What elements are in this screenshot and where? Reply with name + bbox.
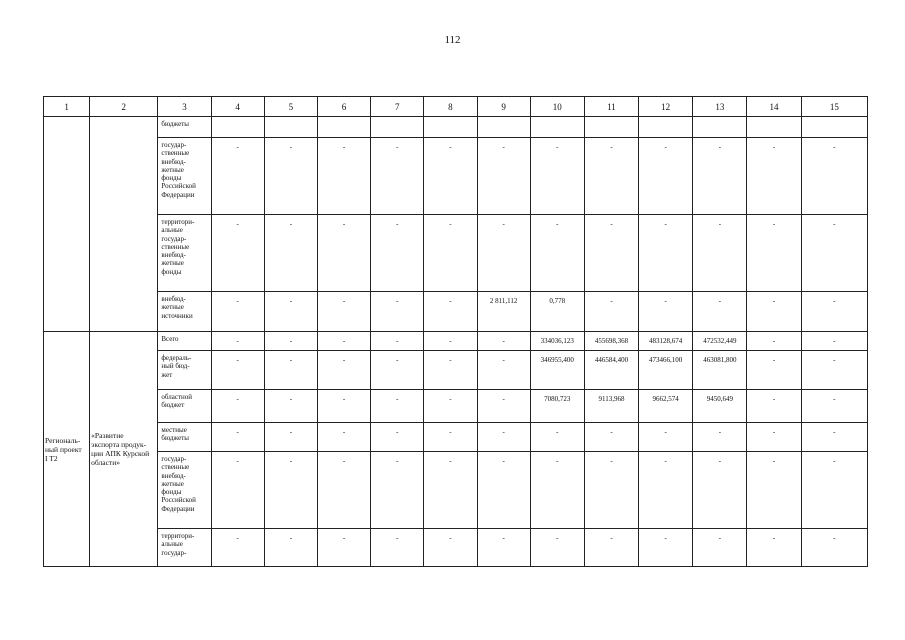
column-header: 6 [317, 97, 370, 117]
value-cell: - [801, 332, 867, 351]
value-cell: - [801, 292, 867, 332]
value-cell: - [477, 529, 530, 567]
value-cell: - [264, 390, 317, 423]
value-cell [211, 117, 264, 138]
header-row [44, 97, 868, 117]
value-cell: - [264, 292, 317, 332]
value-cell: - [747, 292, 801, 332]
value-cell: - [371, 423, 424, 452]
column-header: 14 [747, 97, 801, 117]
column-header: 1 [44, 97, 90, 117]
value-cell: - [317, 390, 370, 423]
value-cell: - [801, 215, 867, 292]
value-cell: - [639, 215, 693, 292]
value-cell: 9113,968 [584, 390, 638, 423]
value-cell [693, 117, 747, 138]
value-cell: - [317, 529, 370, 567]
value-cell: 9450,649 [693, 390, 747, 423]
value-cell [639, 117, 693, 138]
value-cell: - [264, 215, 317, 292]
value-cell: - [477, 332, 530, 351]
value-cell: - [424, 390, 477, 423]
value-cell: - [747, 138, 801, 215]
value-cell: - [424, 351, 477, 390]
value-cell: - [747, 215, 801, 292]
value-cell: - [747, 423, 801, 452]
value-cell: 334036,123 [530, 332, 584, 351]
column-header: 9 [477, 97, 530, 117]
value-cell: - [371, 529, 424, 567]
value-cell: - [424, 529, 477, 567]
value-cell: - [801, 351, 867, 390]
value-cell: - [639, 529, 693, 567]
column-header: 12 [639, 97, 693, 117]
value-cell: - [693, 138, 747, 215]
value-cell: - [801, 529, 867, 567]
value-cell: - [317, 292, 370, 332]
value-cell: 463081,800 [693, 351, 747, 390]
value-cell: - [584, 423, 638, 452]
value-cell: - [530, 529, 584, 567]
value-cell: - [264, 332, 317, 351]
value-cell: - [211, 332, 264, 351]
value-cell: - [693, 529, 747, 567]
column-header: 2 [90, 97, 158, 117]
table-row [44, 452, 868, 529]
value-cell: - [211, 529, 264, 567]
value-cell: - [477, 138, 530, 215]
value-cell: - [211, 423, 264, 452]
page-number: 112 [444, 34, 461, 46]
value-cell: - [584, 215, 638, 292]
value-cell: - [747, 351, 801, 390]
value-cell: 9662,574 [639, 390, 693, 423]
value-cell: - [639, 138, 693, 215]
value-cell: - [639, 292, 693, 332]
table-row [44, 117, 868, 138]
empty-cell-col1 [44, 117, 90, 332]
table-row [44, 332, 868, 351]
column-header: 11 [584, 97, 638, 117]
value-cell: - [584, 292, 638, 332]
table-row [44, 529, 868, 567]
value-cell: - [371, 390, 424, 423]
table-row [44, 390, 868, 423]
funding-source-cell: внебюд- жетные источники [158, 292, 211, 332]
table-row [44, 292, 868, 332]
value-cell: - [477, 452, 530, 529]
value-cell: 7080,723 [530, 390, 584, 423]
value-cell: - [317, 452, 370, 529]
value-cell: - [477, 423, 530, 452]
empty-cell-col2 [90, 117, 158, 332]
value-cell [584, 117, 638, 138]
value-cell: - [747, 452, 801, 529]
value-cell: - [211, 452, 264, 529]
value-cell: - [639, 423, 693, 452]
value-cell: - [530, 452, 584, 529]
value-cell: 2 811,112 [477, 292, 530, 332]
value-cell: 455698,368 [584, 332, 638, 351]
funding-source-cell: территори- альные государ- ственные внебюд- жетные фонды [158, 215, 211, 292]
table-row [44, 423, 868, 452]
value-cell: - [371, 138, 424, 215]
value-cell: - [747, 390, 801, 423]
value-cell: - [424, 292, 477, 332]
value-cell: - [317, 332, 370, 351]
value-cell [530, 117, 584, 138]
value-cell: 346955,400 [530, 351, 584, 390]
value-cell: - [477, 390, 530, 423]
value-cell: - [371, 452, 424, 529]
value-cell: - [530, 423, 584, 452]
value-cell: - [693, 215, 747, 292]
table-row [44, 351, 868, 390]
value-cell: - [424, 215, 477, 292]
value-cell: - [693, 423, 747, 452]
value-cell: - [530, 138, 584, 215]
value-cell: - [584, 138, 638, 215]
value-cell: - [801, 452, 867, 529]
table-row [44, 138, 868, 215]
value-cell: - [477, 351, 530, 390]
funding-source-cell: территори- альные государ- [158, 529, 211, 567]
value-cell: - [801, 423, 867, 452]
value-cell: - [317, 215, 370, 292]
value-cell: - [747, 529, 801, 567]
value-cell: - [264, 351, 317, 390]
value-cell: - [211, 215, 264, 292]
value-cell: 446584,400 [584, 351, 638, 390]
value-cell: - [371, 351, 424, 390]
value-cell: - [639, 452, 693, 529]
value-cell: - [530, 215, 584, 292]
value-cell [747, 117, 801, 138]
column-header: 5 [264, 97, 317, 117]
value-cell [424, 117, 477, 138]
value-cell: - [693, 292, 747, 332]
value-cell: - [424, 423, 477, 452]
project-name-cell: «Развитие экспорта продук- ции АПК Курской области» [90, 332, 158, 567]
table-row [44, 215, 868, 292]
value-cell [477, 117, 530, 138]
column-header: 13 [693, 97, 747, 117]
value-cell: - [317, 351, 370, 390]
value-cell: - [801, 138, 867, 215]
column-header: 7 [371, 97, 424, 117]
funding-source-cell: федераль- ный бюд- жет [158, 351, 211, 390]
value-cell: - [317, 138, 370, 215]
funding-source-cell: государ- ственные внебюд- жетные фонды Российской Федерации [158, 452, 211, 529]
value-cell: - [424, 452, 477, 529]
value-cell: 0,778 [530, 292, 584, 332]
value-cell: 483128,674 [639, 332, 693, 351]
value-cell: - [211, 138, 264, 215]
value-cell: 472532,449 [693, 332, 747, 351]
funding-source-cell: Всего [158, 332, 211, 351]
value-cell: - [371, 215, 424, 292]
value-cell: - [211, 292, 264, 332]
funding-source-cell: местные бюджеты [158, 423, 211, 452]
table-body [44, 117, 868, 567]
funding-source-cell: областной бюджет [158, 390, 211, 423]
value-cell [264, 117, 317, 138]
project-code-cell: Региональ- ный проект I T2 [44, 332, 90, 567]
value-cell [371, 117, 424, 138]
value-cell: - [477, 215, 530, 292]
value-cell: - [264, 423, 317, 452]
value-cell: - [693, 452, 747, 529]
column-header: 15 [801, 97, 867, 117]
value-cell: 473466,100 [639, 351, 693, 390]
value-cell: - [211, 351, 264, 390]
value-cell [317, 117, 370, 138]
funding-source-cell: государ- ственные внебюд- жетные фонды Российской Федерации [158, 138, 211, 215]
column-header: 10 [530, 97, 584, 117]
value-cell: - [264, 138, 317, 215]
value-cell: - [424, 138, 477, 215]
budget-table [43, 96, 868, 567]
value-cell: - [584, 529, 638, 567]
value-cell: - [264, 529, 317, 567]
value-cell: - [424, 332, 477, 351]
value-cell: - [747, 332, 801, 351]
value-cell: - [371, 332, 424, 351]
column-header: 3 [158, 97, 211, 117]
value-cell: - [211, 390, 264, 423]
column-header: 8 [424, 97, 477, 117]
funding-source-cell: бюджеты [158, 117, 211, 138]
value-cell: - [371, 292, 424, 332]
column-header: 4 [211, 97, 264, 117]
value-cell: - [584, 452, 638, 529]
value-cell: - [317, 423, 370, 452]
value-cell: - [801, 390, 867, 423]
value-cell: - [264, 452, 317, 529]
value-cell [801, 117, 867, 138]
